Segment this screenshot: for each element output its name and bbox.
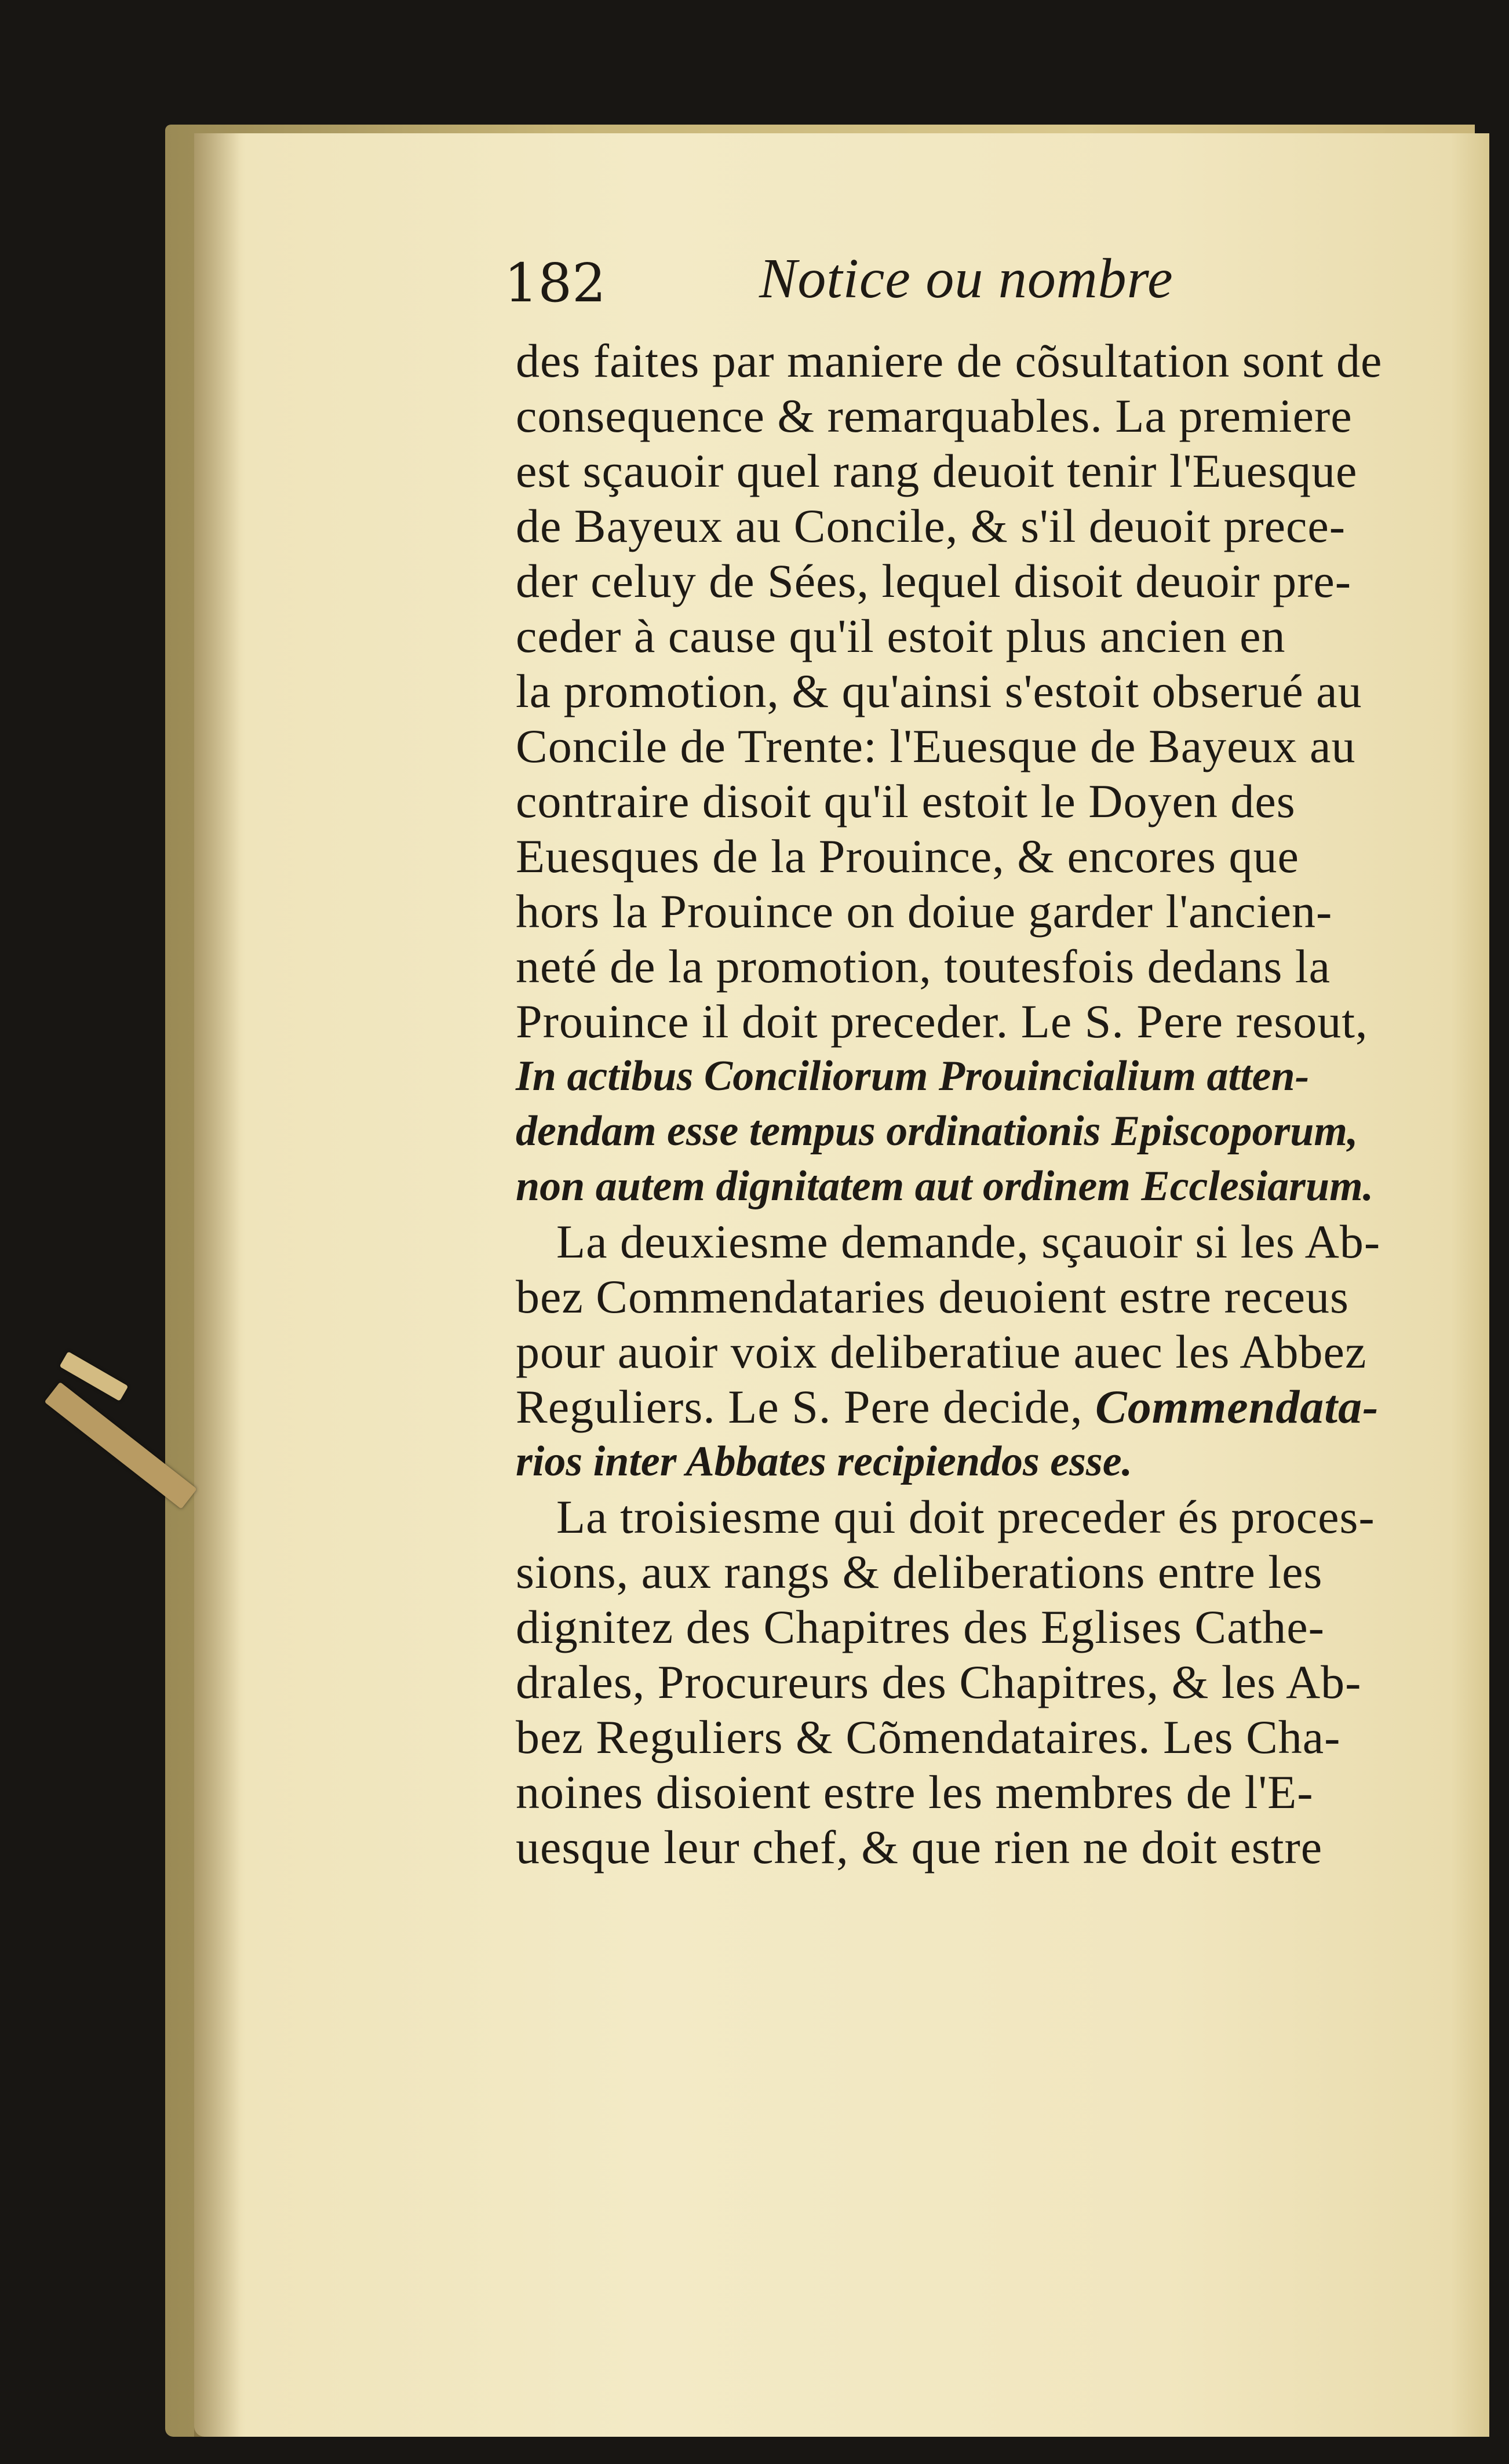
latin-line: In actibus Conciliorum Prouincialium atten- — [516, 1052, 1310, 1100]
text-line: ceder à cause qu'il estoit plus ancien en — [516, 610, 1286, 662]
text-line: contraire disoit qu'il estoit le Doyen des — [516, 775, 1296, 828]
text-line: neté de la promotion, toutesfois dedans la — [516, 940, 1331, 993]
text-line: Concile de Trente: l'Euesque de Bayeux au — [516, 720, 1356, 772]
text-block — [504, 246, 1466, 1875]
text-line: hors la Prouince on doiue garder l'ancien- — [516, 885, 1333, 938]
text-line: der celuy de Sées, lequel disoit deuoir pre- — [516, 555, 1352, 607]
text-line: consequence & remarquables. La premiere — [516, 389, 1353, 442]
text-line: drales, Procureurs des Chapitres, & les Ab- — [516, 1656, 1362, 1708]
text-line: La deuxiesme demande, sçauoir si les Ab- — [556, 1215, 1381, 1268]
text-line: noines disoient estre les membres de l'E- — [516, 1766, 1314, 1818]
italic-fragment: Commendata- — [1095, 1380, 1379, 1433]
latin-line: dendam esse tempus ordinationis Episcoporum, — [516, 1107, 1358, 1155]
text-line: uesque leur chef, & que rien ne doit estre — [516, 1821, 1323, 1873]
gutter-shadow — [194, 133, 240, 2437]
text-line: sions, aux rangs & deliberations entre les — [516, 1546, 1323, 1598]
page-header — [504, 246, 1466, 333]
text-line: bez Reguliers & Cõmendataires. Les Cha- — [516, 1711, 1341, 1763]
text-line: de Bayeux au Concile, & s'il deuoit prece- — [516, 500, 1346, 552]
text-line: La troisiesme qui doit preceder és proces- — [556, 1490, 1375, 1543]
text-line: la promotion, & qu'ainsi s'estoit obserué au — [516, 665, 1362, 717]
latin-line: rios inter Abbates recipiendos esse. — [516, 1438, 1133, 1485]
text-line: Euesques de la Prouince, & encores que — [516, 830, 1299, 883]
text-line: est sçauoir quel rang deuoit tenir l'Euesque — [516, 444, 1358, 497]
running-head: Notice ou nombre — [759, 247, 1173, 310]
page-number: 182 — [504, 252, 606, 314]
text-fragment: Reguliers. Le S. Pere decide, — [516, 1380, 1083, 1433]
text-line: bez Commendataries deuoient estre receus — [516, 1270, 1349, 1323]
text-line-mixed — [516, 1379, 1466, 1434]
text-line: Prouince il doit preceder. Le S. Pere resout, — [516, 995, 1368, 1048]
text-line: des faites par maniere de cõsultation sont de — [516, 334, 1383, 387]
text-line: pour auoir voix deliberatiue auec les Abbez — [516, 1325, 1367, 1378]
text-line: dignitez des Chapitres des Eglises Cathe- — [516, 1601, 1325, 1653]
latin-line: non autem dignitatem aut ordinem Ecclesiarum. — [516, 1162, 1374, 1210]
